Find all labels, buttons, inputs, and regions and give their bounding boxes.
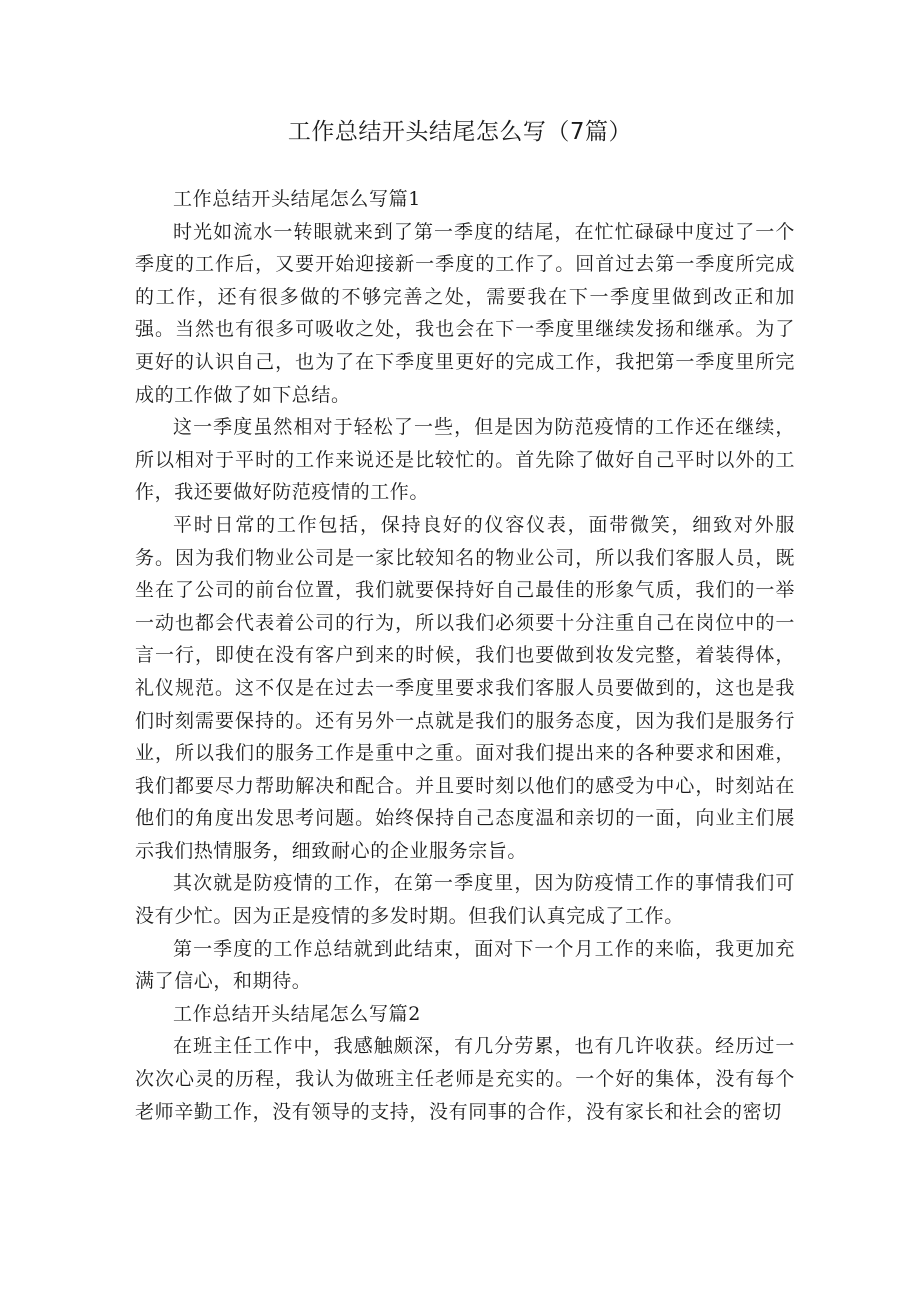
- document-body: [135, 183, 795, 1128]
- paragraph: 平时日常的工作包括，保持良好的仪容仪表，面带微笑，细致对外服务。因为我们物业公司是一家比较知名的物业公司，所以我们客服人员，既坐在了公司的前台位置，我们就要保持好自己最佳的形象气质，我们的一举一动也都会代表着公司的行为，所以我们必须要十分注重自己在岗位中的一言一行，即使在没有客户到来的时候，我们也要做到妆发完整，着装得体，礼仪规范。这不仅是在过去一季度里要求我们客服人员要做到的，这也是我们时刻需要保持的。还有另外一点就是我们的服务态度，因为我们是服务行业，所以我们的服务工作是重中之重。面对我们提出来的各种要求和困难，我们都要尽力帮助解决和配合。并且要时刻以他们的感受为中心，时刻站在他们的角度出发思考问题。始终保持自己态度温和亲切的一面，向业主们展示我们热情服务，细致耐心的企业服务宗旨。: [135, 513, 795, 862]
- paragraph: 时光如流水一转眼就来到了第一季度的结尾，在忙忙碌碌中度过了一个季度的工作后，又要开始迎接新一季度的工作了。回首过去第一季度所完成的工作，还有很多做的不够完善之处，需要我在下一季度里做到改正和加强。当然也有很多可吸收之处，我也会在下一季度里继续发扬和继承。为了更好的认识自己，也为了在下季度里更好的完成工作，我把第一季度里所完成的工作做了如下总结。: [135, 220, 795, 406]
- paragraph: 其次就是防疫情的工作，在第一季度里，因为防疫情工作的事情我们可没有少忙。因为正是疫情的多发时期。但我们认真完成了工作。: [135, 872, 795, 928]
- document-title: 工作总结开头结尾怎么写（7篇）: [287, 119, 633, 145]
- section-heading-1: 工作总结开头结尾怎么写篇1: [173, 188, 421, 210]
- paragraph: 在班主任工作中，我感触颇深，有几分劳累，也有几许收获。经历过一次次心灵的历程，我认为做班主任老师是充实的。一个好的集体，没有每个老师辛勤工作，没有领导的支持，没有同事的合作，没有家长和社会的密切: [135, 1035, 795, 1123]
- paragraph: 第一季度的工作总结就到此结束，面对下一个月工作的来临，我更加充满了信心，和期待。: [135, 937, 795, 993]
- paragraph: 这一季度虽然相对于轻松了一些，但是因为防范疫情的工作还在继续，所以相对于平时的工作来说还是比较忙的。首先除了做好自己平时以外的工作，我还要做好防范疫情的工作。: [135, 416, 795, 504]
- section-heading-2: 工作总结开头结尾怎么写篇2: [173, 1002, 421, 1025]
